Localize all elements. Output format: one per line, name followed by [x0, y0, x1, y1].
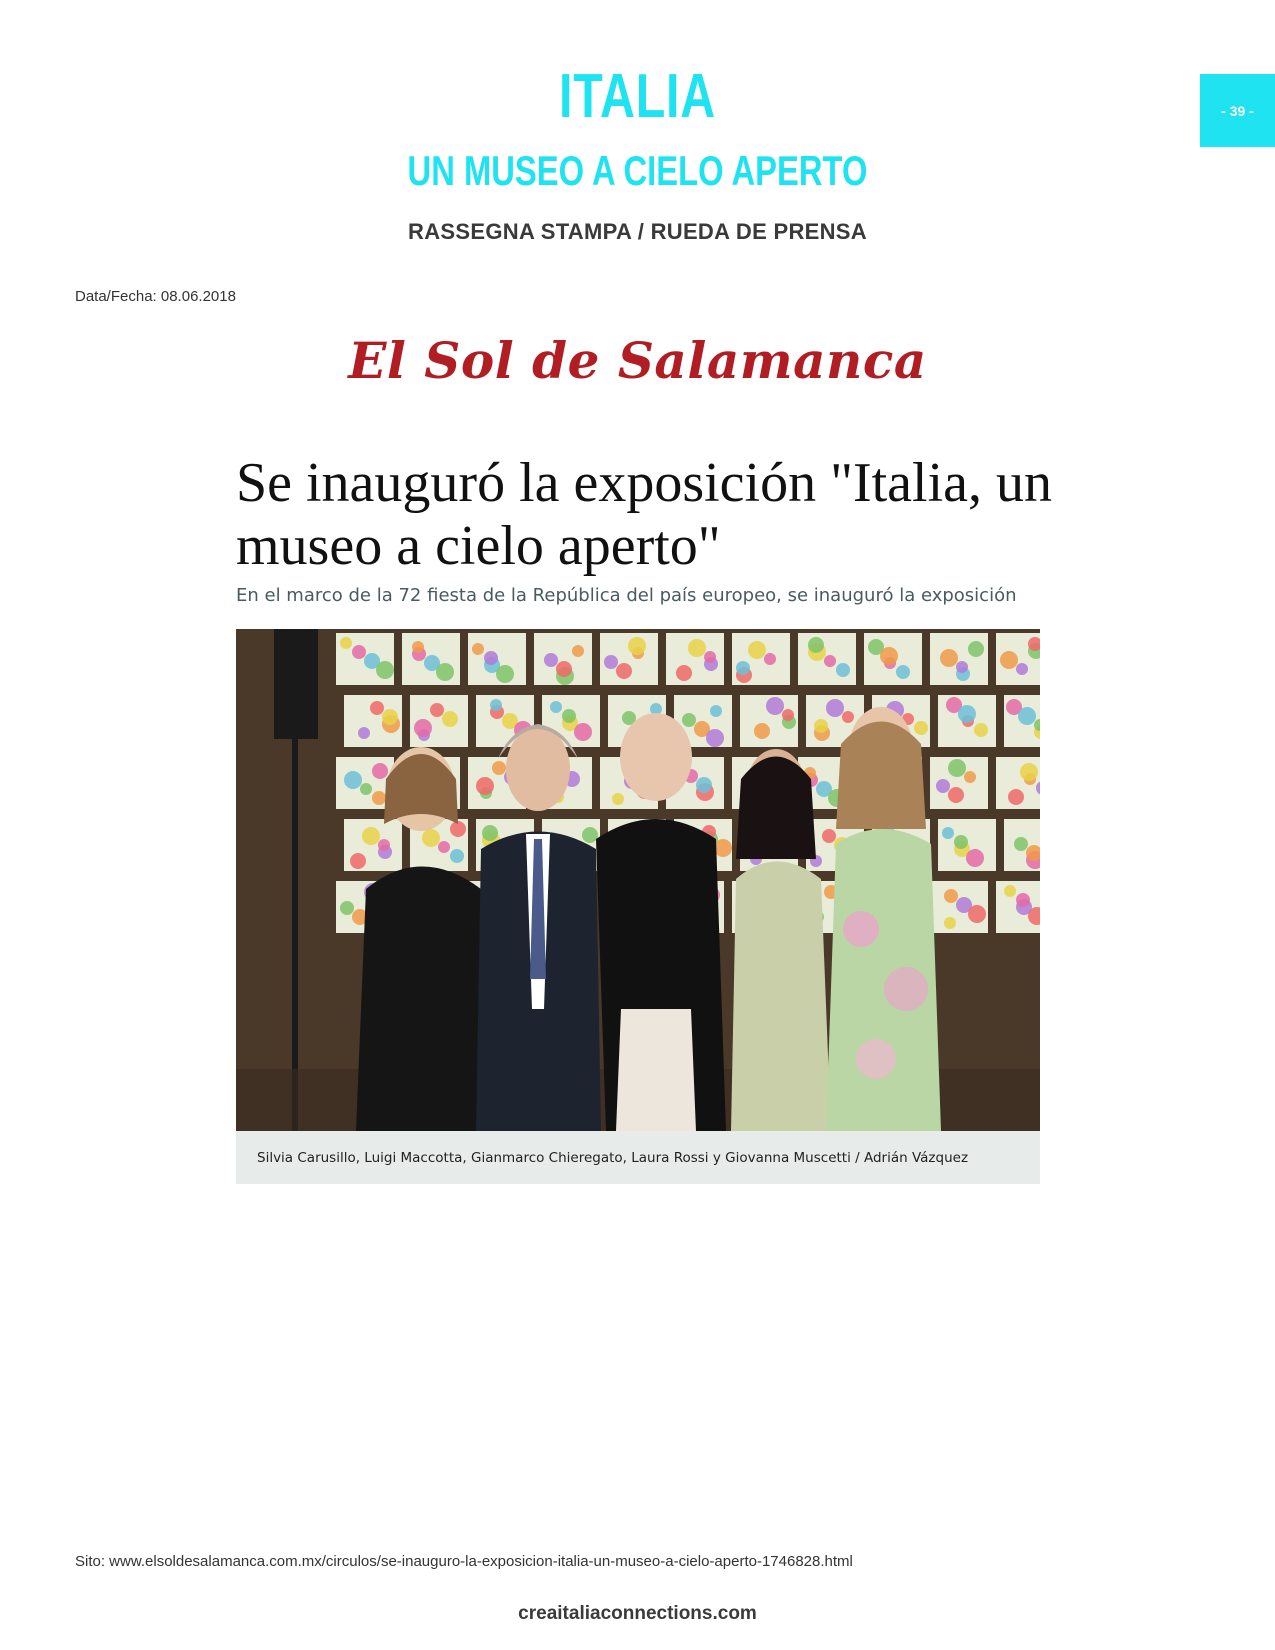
painting-blot: [948, 759, 966, 777]
painting-blot: [628, 637, 646, 655]
painting-blot: [1014, 837, 1028, 851]
publication-logo: El Sol de Salamanca: [348, 331, 927, 390]
painting-blot: [824, 655, 836, 667]
painting-blot: [490, 699, 502, 711]
painting-blot: [350, 853, 366, 869]
painting-blot: [582, 827, 598, 843]
painting-blot: [958, 705, 976, 723]
article-deck: En el marco de la 72 fiesta de la República del país europeo, se inauguró la exposición: [236, 585, 1017, 606]
photo-illustration: [236, 629, 1040, 1131]
painting-blot: [814, 719, 828, 733]
painting-blot: [696, 777, 712, 793]
painting-blot: [842, 711, 854, 723]
painting-blot: [376, 661, 394, 679]
painting-blot: [1016, 663, 1028, 675]
painting-blot: [766, 697, 784, 715]
press-review-label: RASSEGNA STAMPA / RUEDA DE PRENSA: [408, 219, 867, 244]
page-number: - 39 -: [1221, 102, 1254, 119]
painting-blot: [940, 649, 958, 667]
page-number-badge: [1200, 74, 1275, 147]
page-title: ITALIA: [559, 62, 716, 131]
painting-blot: [704, 651, 716, 663]
painting-blot: [682, 713, 696, 727]
painting-blot: [442, 711, 458, 727]
painting-blot: [562, 709, 576, 723]
painting-blot: [544, 653, 558, 667]
article-headline: Se inauguró la exposición "Italia, un museo a cielo aperto": [236, 452, 1052, 577]
painting-blot: [880, 647, 898, 665]
painting-blot: [482, 825, 498, 841]
painting-blot: [496, 665, 514, 683]
painting-blot: [1020, 763, 1038, 781]
painting-blot: [370, 701, 384, 715]
painting-blot: [1008, 789, 1024, 805]
painting-blot: [612, 793, 624, 805]
painting-blot: [362, 827, 380, 845]
painting-blot: [344, 771, 362, 789]
painting-blot: [914, 721, 928, 735]
painting-blot: [422, 829, 440, 847]
painting-blot: [436, 663, 454, 681]
painting-blot: [948, 787, 964, 803]
painting-blot: [710, 705, 722, 717]
painting-blot: [378, 839, 390, 851]
painting-blot: [808, 637, 824, 653]
painting-blot: [340, 901, 354, 915]
painting-blot: [572, 645, 584, 657]
painting-blot: [412, 641, 424, 653]
painting-blot: [574, 723, 592, 741]
painting-blot: [676, 665, 692, 681]
painting-blot: [382, 709, 398, 725]
painting-blot: [944, 889, 958, 903]
painting-blot: [616, 663, 632, 679]
painting-blot: [782, 709, 794, 721]
painting-blot: [764, 653, 776, 665]
painting-blot: [836, 663, 850, 677]
painting-blot: [954, 835, 968, 849]
painting-blot: [964, 771, 976, 783]
painting-blot: [492, 761, 506, 775]
painting-blot: [476, 777, 494, 795]
painting-blot: [936, 779, 950, 793]
painting-blot: [414, 719, 432, 737]
painting-blot: [956, 661, 968, 673]
painting-blot: [896, 665, 910, 679]
painting-blot: [372, 763, 388, 779]
painting-blot: [736, 661, 750, 675]
painting-blot: [438, 841, 450, 853]
painting-blot: [748, 641, 766, 659]
painting-blot: [352, 645, 366, 659]
painting-blot: [1000, 651, 1018, 669]
painting-blot: [556, 661, 572, 677]
painting-blot: [968, 905, 986, 923]
article-photo: [236, 629, 1040, 1131]
painting-blot: [450, 821, 466, 837]
site-footer: creaitaliaconnections.com: [518, 1603, 757, 1624]
painting-blot: [550, 701, 562, 713]
painting-blot: [1016, 893, 1030, 907]
painting-blot: [826, 699, 844, 717]
painting-blot: [968, 641, 984, 657]
painting-blot: [372, 791, 386, 805]
painting-blot: [484, 651, 498, 665]
painting-blot: [358, 727, 370, 739]
painting-blot: [1004, 885, 1016, 897]
painting-blot: [714, 839, 732, 857]
photo-caption-bar: [236, 1131, 1040, 1184]
painting-blot: [688, 639, 706, 657]
painting-blot: [974, 723, 988, 737]
date-line: Data/Fecha: 08.06.2018: [75, 288, 236, 305]
painting-blot: [430, 703, 444, 717]
painting-blot: [754, 723, 770, 739]
painting-blot: [360, 783, 372, 795]
painting-blot: [604, 655, 618, 669]
painting-blot: [942, 827, 954, 839]
painting-blot: [340, 637, 352, 649]
painting-blot: [472, 643, 484, 655]
speaker-stand: [274, 629, 318, 739]
painting-blot: [944, 917, 956, 929]
page-subtitle: UN MUSEO A CIELO APERTO: [407, 147, 868, 194]
painting-blot: [450, 849, 464, 863]
painting-blot: [966, 849, 984, 867]
source-url: Sito: www.elsoldesalamanca.com.mx/circulos/se-inauguro-la-exposicion-italia-un-museo-a-cielo-aperto-1746828.html: [75, 1553, 853, 1570]
painting-blot: [1018, 707, 1036, 725]
painting-blot: [822, 829, 836, 843]
photo-caption: Silvia Carusillo, Luigi Maccotta, Gianmarco Chieregato, Laura Rossi y Giovanna Muscetti / Adrián Vázquez: [257, 1149, 969, 1166]
painting-blot: [706, 729, 724, 747]
